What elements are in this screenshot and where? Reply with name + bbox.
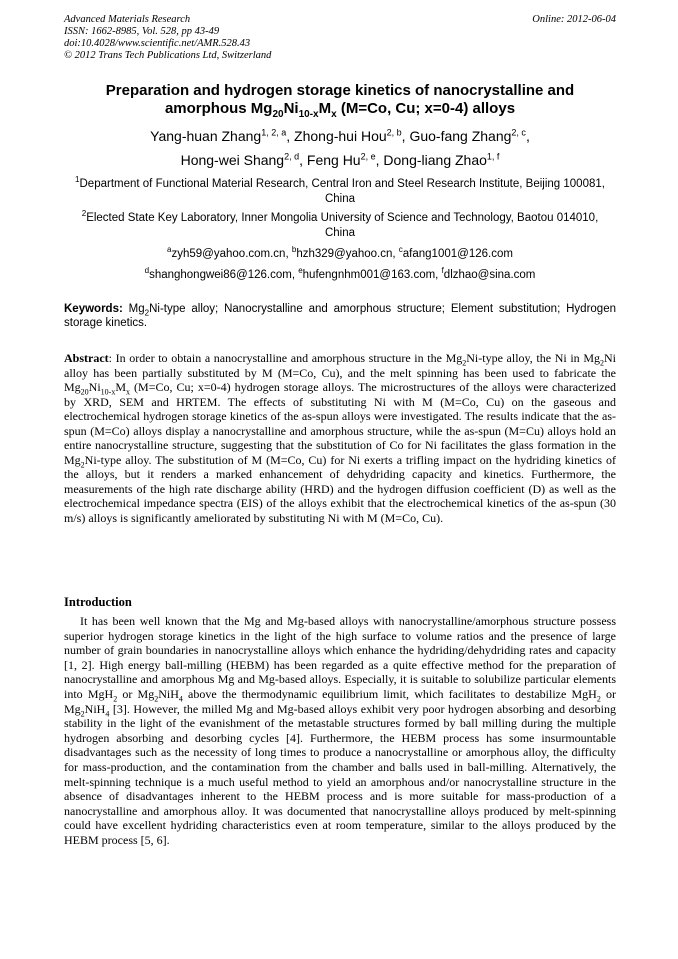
doi-line: doi:10.4028/www.scientific.net/AMR.528.43 (64, 38, 251, 49)
journal-header (64, 14, 616, 62)
abstract: Abstract: In order to obtain a nanocrystalline and amorphous structure in the $Mg_2Ni$-type alloy, the Ni in $Mg_2Ni$ alloy has been partially substituted by M (M=Co, Cu), and the melt spinning has been used to fabricate the $Mg_{20}Ni_{10-x}M_x$ (M=Co, Cu; x=0-4) hydrogen storage alloys. The microstructures of the alloys were characterized by XRD, SEM and HRTEM. The effects of substituting Ni with M (M=Co, Cu) on the gaseous and electrochemical hydrogen storage kinetics of the as-spun alloys were investigated. The results indicate that the as-spun (M=Co) alloys display a nanocrystalline and amorphous structure, while the as-spun (M=Cu) alloys hold an entire nanocrystalline structure, suggesting that the substitution of Co for Ni facilitates the glass formation in the $Mg_2Ni$-type alloy. The substitution of M (M=Co, Cu) for Ni exerts a trifling impact on the hydriding kinetics of the alloys, but it renders a marked enhancement of dehydriding capacity and kinetics. Furthermore, the measurements of the high rate discharge ability (HRD) and the hydrogen diffusion coefficient (D) as well as the electrochemical impedance spectra (EIS) of the alloys exhibit that the electrochemical kinetics of the as-spun (30 m/s) alloys is significantly ameliorated by substituting Ni with M (M=Co, Cu). (64, 351, 616, 526)
author-line-2: Hong-wei Shang$^{2, d}$, Feng Hu$^{2, e}$, Dong-liang Zhao$^{1, f}$ (180, 151, 500, 168)
author-list (60, 124, 620, 172)
abstract-label: Abstract (64, 351, 109, 365)
author-name: Hong-wei Shang (180, 152, 285, 168)
title-line-1: Preparation and hydrogen storage kinetics of nanocrystalline and (105, 82, 575, 99)
email-link[interactable]: shanghongwei86@126.com (149, 269, 292, 281)
introduction-paragraph: It has been well known that the Mg and Mg-based alloys with nanocrystalline/amorphous structure possess superior hydrogen storage kinetics in the light of the high surface to volume ratios and the presence of large number of grain boundaries in nanocrystalline alloys which enhance the hydriding/dehydriding rates and capacity [1, 2]. High energy ball-milling (HEBM) has been regarded as a quite effective method for the preparation of nanocrystalline and amorphous Mg and Mg-based alloys. Especially, it is suitable to solubilize particular elements into MgH$_2$ or $Mg_2NiH_4$ above the thermodynamic equilibrium limit, which facilitates to destabilize MgH$_2$ or $Mg_2NiH_4$ [3]. However, the milled Mg and Mg-based alloys exhibit very poor hydrogen absorbing and desorbing stability in the light of the evanishment of the metastable structures formed by ball milling during the multiple hydrogen absorbing and desorbing cycles [4]. Furthermore, the HEBM process has some insurmountable disadvantages such as the necessity of long times to produce a nanocrystalline or amorphous alloy, the difficulty for mass-production, and the contamination from the chamber and balls used in ball-milling. Alternatively, the melt-spinning technique is a much useful method to yield an amorphous and/or nanocrystalline structure in the absence of disadvantages inherent to the HEBM process and is more suitable for mass-production of a nanocrystalline and amorphous alloy. It was documented that nanocrystalline alloys produced by melt-spinning could have excellent hydriding characteristics even at room temperature, similar to the alloys produced by the HEBM process [5, 6]. (64, 614, 616, 847)
email-link[interactable]: hzh329@yahoo.cn (296, 248, 393, 260)
author-name: Guo-fang Zhang (409, 128, 512, 144)
affiliation-2: $^2$Elected State Key Laboratory, Inner Mongolia University of Science and Technology, Baotou 014010, China (81, 209, 599, 239)
author-name: Feng Hu (306, 152, 361, 168)
email-link[interactable]: zyh59@yahoo.com.cn (171, 248, 286, 260)
author-name: Zhong-hui Hou (294, 128, 387, 144)
online-date: Online: 2012-06-04 (532, 14, 616, 25)
author-line-1: Yang-huan Zhang$^{1, 2, a}$, Zhong-hui Hou$^{2, b}$, Guo-fang Zhang$^{2, c}$, (150, 127, 530, 144)
keywords-label: Keywords: (64, 303, 123, 315)
keywords: Keywords: $Mg_2Ni$-type alloy; Nanocrystalline and amorphous structure; Element substitution; Hydrogen storage kinetics. (64, 303, 616, 329)
email-line-2: $^d$shanghongwei86@126.com, $^e$hufengnhm001@163.com, $^f$dlzhao@sina.com (144, 266, 536, 281)
paper-title (60, 82, 620, 118)
title-line-2: amorphous $Mg_{20}Ni_{10-x}M_x$ (M=Co, Cu; x=0-4) alloys (164, 100, 516, 120)
journal-name: Advanced Materials Research (64, 14, 191, 25)
author-name: Yang-huan Zhang (150, 128, 262, 144)
email-link[interactable]: hufengnhm001@163.com (302, 269, 436, 281)
email-link[interactable]: afang1001@126.com (402, 248, 513, 260)
copyright-line: © 2012 Trans Tech Publications Ltd, Switzerland (64, 50, 272, 61)
email-link[interactable]: dlzhao@sina.com (443, 269, 536, 281)
email-line-1: $^a$zyh59@yahoo.com.cn, $^b$hzh329@yahoo.cn, $^c$afang1001@126.com (167, 245, 513, 260)
affiliation-1: $^1$Department of Functional Material Research, Central Iron and Steel Research Institute, Beijing 100081, China (75, 175, 605, 205)
issn-line: ISSN: 1662-8985, Vol. 528, pp 43-49 (64, 26, 220, 37)
introduction-heading: Introduction (64, 595, 132, 609)
author-name: Dong-liang Zhao (383, 152, 487, 168)
